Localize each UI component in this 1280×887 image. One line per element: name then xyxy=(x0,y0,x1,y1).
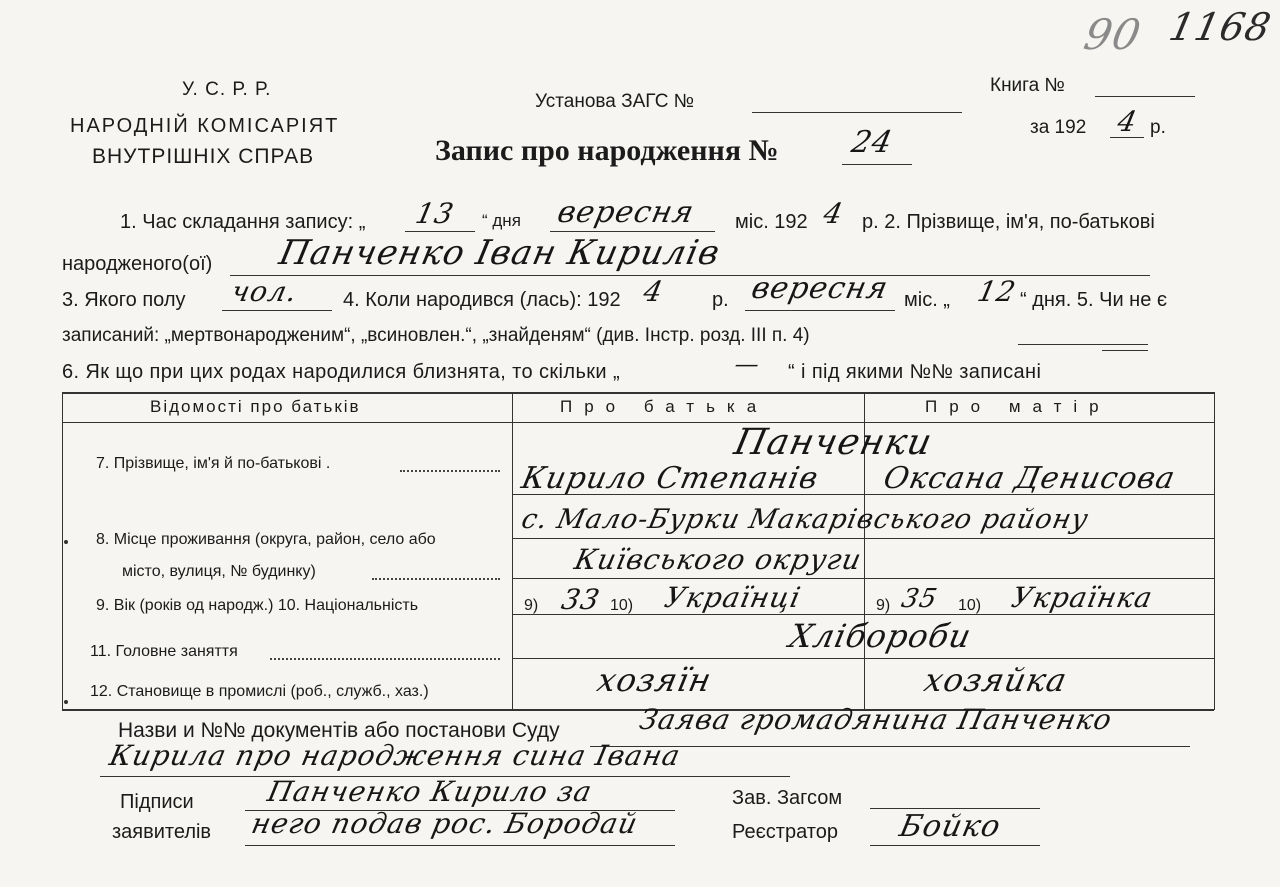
field2-name: Панченко Іван Кирилів xyxy=(275,233,724,273)
registrar-signature: Бойко xyxy=(896,809,1005,844)
documents-value-line1: Заява громадянина Панченко xyxy=(636,703,1116,736)
field4-year-suffix: р. xyxy=(712,289,729,311)
father-age-number-label: 9) xyxy=(524,597,539,614)
field3-value: чол. xyxy=(228,275,301,308)
row9-label: 9. Вік (років од народж.) 10. Національність xyxy=(96,597,419,614)
father-age: 33 xyxy=(558,583,604,616)
mother-age: 35 xyxy=(898,584,941,614)
father-status: хозяїн xyxy=(593,661,716,699)
row8-label-line2: місто, вулиця, № будинку) xyxy=(122,563,316,580)
row7-label: 7. Прізвище, ім'я й по-батькові . xyxy=(96,455,331,472)
documents-label: Назви и №№ документів або постанови Суду xyxy=(118,719,560,742)
field1-month-suffix: міс. 192 xyxy=(735,211,808,233)
column-header-parents-info: Відомості про батьків xyxy=(150,397,361,416)
mother-nationality-number-label: 10) xyxy=(958,597,982,614)
field1-month: вересня xyxy=(554,195,698,230)
document-title: Запис про народження № xyxy=(435,134,779,167)
head-of-registry-label: Зав. Загсом xyxy=(732,787,843,809)
archive-stamp-number: 90 xyxy=(1079,10,1146,59)
field4-month-suffix: міс. „ xyxy=(904,289,950,311)
column-header-mother: Про матір xyxy=(925,397,1111,416)
field3-label: 3. Якого полу xyxy=(62,289,186,311)
row8-label-line1: 8. Місце проживання (округа, район, село або xyxy=(96,531,436,548)
residence-line2: Київського округи xyxy=(571,543,865,576)
field4-day: 12 xyxy=(974,275,1020,308)
mother-name: Оксана Денисова xyxy=(880,461,1179,496)
state-abbreviation: У. С. Р. Р. xyxy=(182,79,272,100)
mother-nationality: Українка xyxy=(1008,581,1157,614)
year-label-suffix: р. xyxy=(1150,117,1166,138)
mother-status: хозяйка xyxy=(920,661,1071,699)
field6-dash: — xyxy=(732,350,763,378)
applicant-signature-line1: Панченко Кирило за xyxy=(264,775,596,808)
year-digit: 4 xyxy=(1114,105,1141,138)
father-nationality-number-label: 10) xyxy=(610,597,634,614)
father-name: Кирило Степанів xyxy=(518,461,822,496)
field2-label: народженого(ої) xyxy=(62,253,213,275)
father-nationality: Українці xyxy=(661,581,805,614)
commissariat-line2: ВНУТРІШНІХ СПРАВ xyxy=(92,145,315,168)
occupation: Хлібороби xyxy=(785,617,976,655)
column-header-father: Про батька xyxy=(560,397,769,416)
field4-day-suffix: “ дня. 5. Чи не є xyxy=(1020,289,1168,311)
row11-label: 11. Головне заняття xyxy=(90,643,238,660)
field6-suffix: “ і під якими №№ записані xyxy=(788,361,1042,383)
field1-year-digit: 4 xyxy=(820,197,847,230)
applicants-label-line2: заявителів xyxy=(112,821,212,843)
mother-age-number-label: 9) xyxy=(876,597,891,614)
field4-year-digit: 4 xyxy=(640,275,667,308)
institution-label: Установа ЗАГС № xyxy=(535,91,695,112)
record-number: 24 xyxy=(848,125,897,160)
applicants-label-line1: Підписи xyxy=(120,791,194,813)
field6-label: 6. Як що при цих родах народилися близнята, то скільки „ xyxy=(62,361,621,383)
field1-year-suffix: р. 2. Прізвище, ім'я, по-батькові xyxy=(862,211,1155,233)
field1-day: 13 xyxy=(412,197,458,230)
year-label-prefix: за 192 xyxy=(1030,117,1087,138)
field1-label: 1. Час складання запису: „ xyxy=(120,211,366,233)
row12-label: 12. Становище в промислі (роб., служб., хаз.) xyxy=(90,683,429,700)
archive-sheet-number: 1168 xyxy=(1165,5,1276,49)
book-label: Книга № xyxy=(990,75,1065,96)
documents-value-line2: Кирила про народження сина Івана xyxy=(106,739,684,772)
shared-surname: Панченки xyxy=(730,422,937,463)
residence-line1: с. Мало-Бурки Макарівського району xyxy=(518,504,1092,535)
field4-label: 4. Коли народився (лась): 192 xyxy=(343,289,621,311)
commissariat-line1: НАРОДНІЙ КОМІСАРІЯТ xyxy=(70,115,340,137)
registrar-label: Реєстратор xyxy=(732,821,838,843)
field1-day-suffix: “ дня xyxy=(482,211,521,230)
field5-label: записаний: „мертвонародженим“, „всиновлен.“, „знайденям“ (див. Інстр. розд. III п. 4) xyxy=(62,325,810,346)
field4-month: вересня xyxy=(748,271,892,306)
applicant-signature-line2: него подав рос. Бородай xyxy=(248,807,642,840)
